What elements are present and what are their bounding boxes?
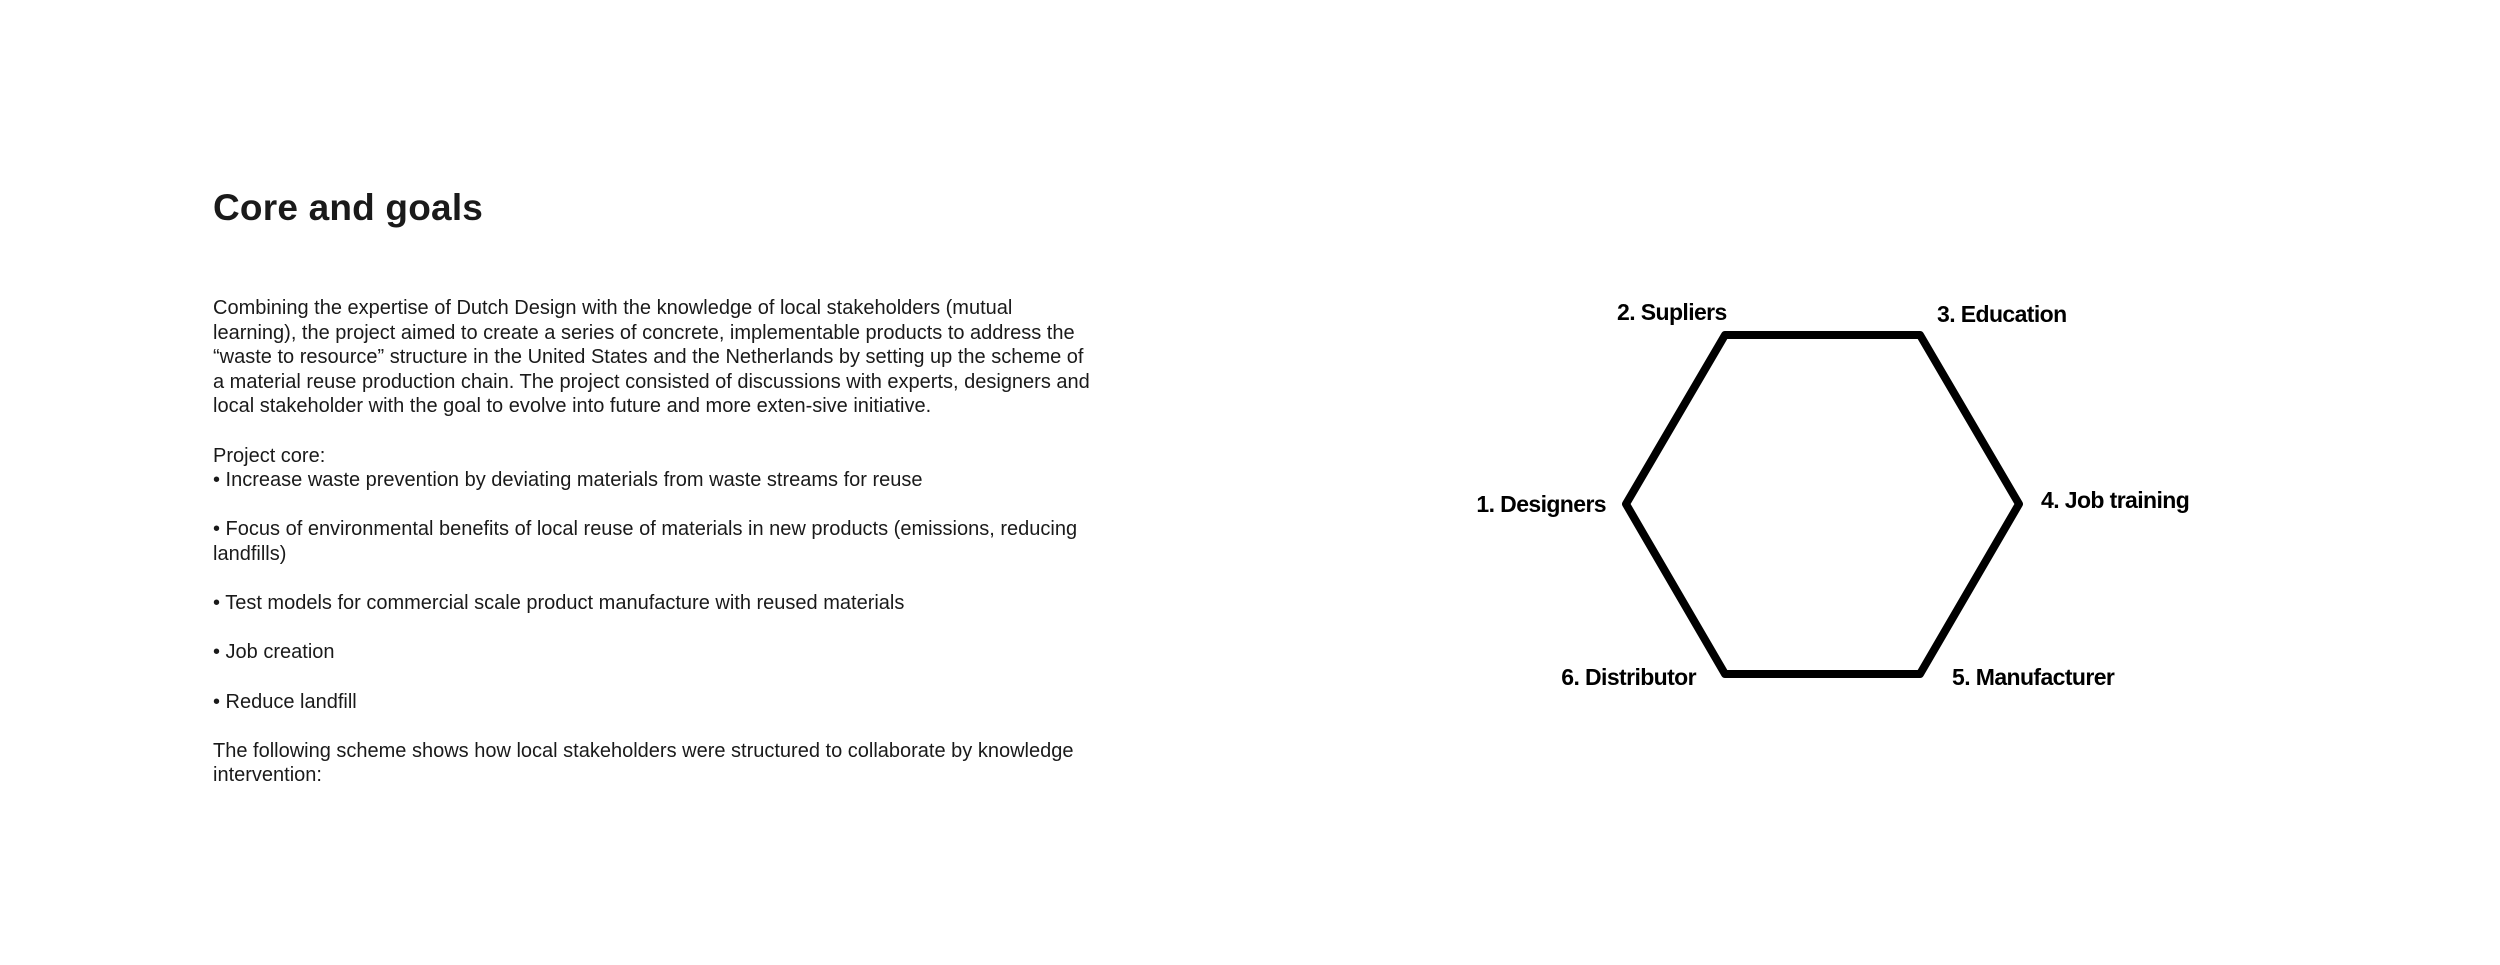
intro-paragraph: Combining the expertise of Dutch Design with the knowledge of local stakeholders (mutual learning), the project aimed to create a series of concrete, implementable products to address the “waste to resource” structure in the United States and the Netherlands by setting up the scheme of a material reuse production chain. The project consisted of discussions with experts, designers and local stakeholder with the goal to evolve into future and more exten-sive initiative. <box>213 297 1090 418</box>
node-label-manufacturer: 5. Manufacturer <box>1952 664 2115 690</box>
hexagon-outline <box>1626 335 2019 674</box>
project-core-label: Project core: <box>213 444 326 467</box>
bullet-item: • Test models for commercial scale product manufacture with reused materials <box>213 592 905 615</box>
node-label-suppliers: 2. Supliers <box>1617 299 1727 325</box>
page-title: Core and goals <box>213 187 484 228</box>
closing-paragraph: The following scheme shows how local stakeholders were structured to collaborate by knowledge intervention: <box>213 739 1074 787</box>
bullet-item: • Focus of environmental benefits of local reuse of materials in new products (emissions, reducing landfills) <box>213 518 1078 565</box>
node-label-education: 3. Education <box>1937 301 2067 327</box>
node-label-designers: 1. Designers <box>1476 491 1606 517</box>
node-label-distributor: 6. Distributor <box>1561 664 1696 690</box>
bullet-item: • Job creation <box>213 641 335 664</box>
body-text <box>213 296 1093 788</box>
bullet-item: • Reduce landfill <box>213 690 357 713</box>
bullet-item: • Increase waste prevention by deviating materials from waste streams for reuse <box>213 469 923 492</box>
node-label-job-training: 4. Job training <box>2041 487 2190 513</box>
